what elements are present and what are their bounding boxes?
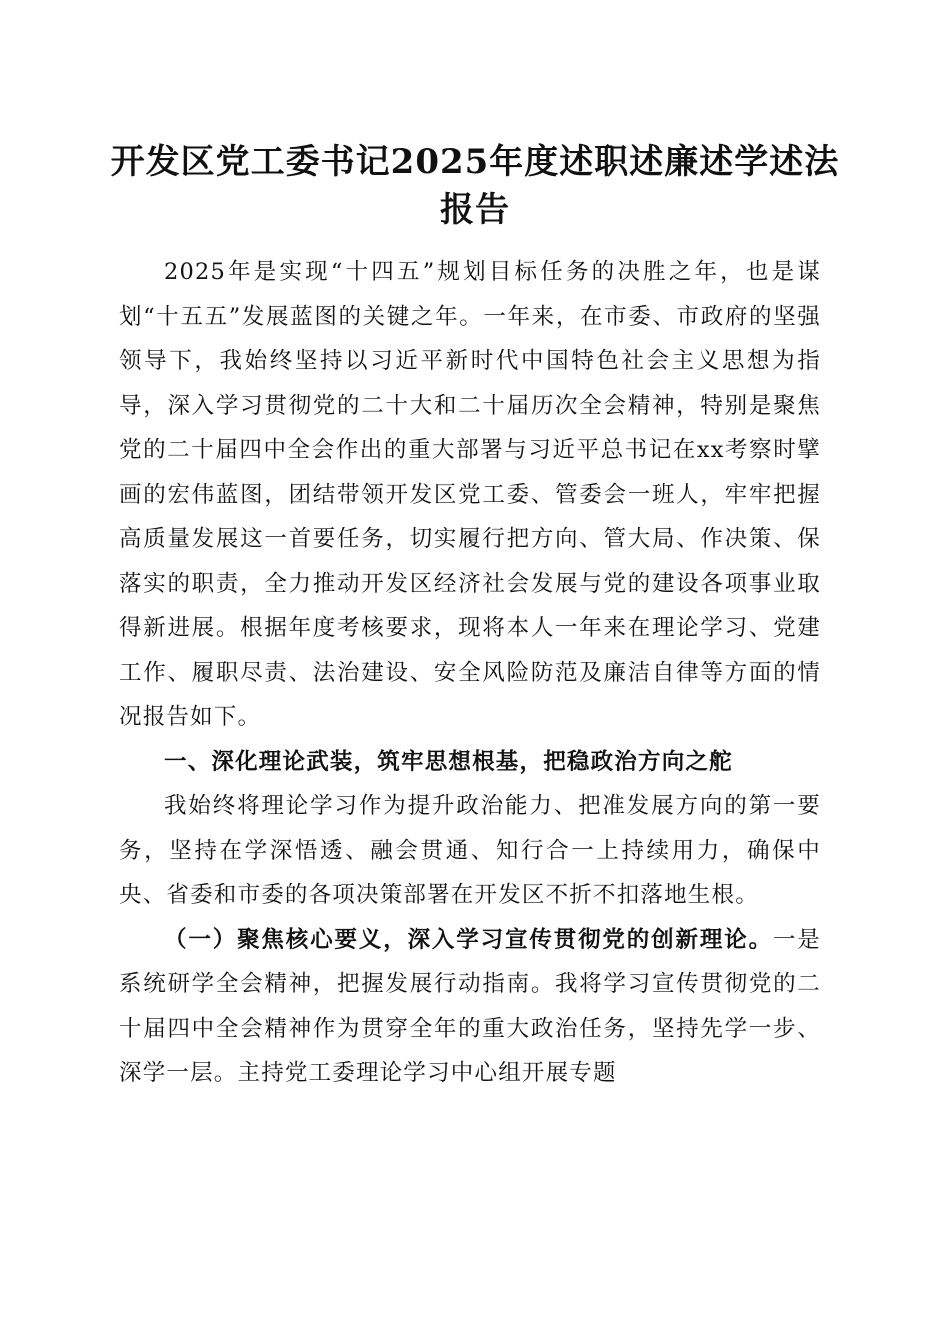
intro-paragraph: 2025年是实现“十四五”规划目标任务的决胜之年，也是谋划“十五五”发展蓝图的关键之年。一年来，在市委、市政府的坚强领导下，我始终坚持以习近平新时代中国特色社会主义思想为指导，深入学习贯彻党的二十大和二十届历次全会精神，特别是聚焦党的二十届四中全会作出的重大部署与习近平总书记在xx考察时擘画的宏伟蓝图，团结带领开发区党工委、管委会一班人，牢牢把握高质量发展这一首要任务，切实履行把方向、管大局、作决策、保落实的职责，全力推动开发区经济社会发展与党的建设各项事业取得新进展。根据年度考核要求，现将本人一年来在理论学习、党建工作、履职尽责、法治建设、安全风险防范及廉洁自律等方面的情况报告如下。 — [119, 259, 821, 730]
subsection-1-heading: （一）聚焦核心要义，深入学习宣传贯彻党的创新理论。 — [164, 926, 773, 953]
subsection-1-paragraph — [119, 918, 821, 1096]
section-1-intro-paragraph: 我始终将理论学习作为提升政治能力、把准发展方向的第一要务，坚持在学深悟透、融会贯通、知行合一上持续用力，确保中央、省委和市委的各项决策部署在开发区不折不扣落地生根。 — [119, 793, 821, 908]
subsection-1-text: 一是系统研学全会精神，把握发展行动指南。我将学习宣传贯彻党的二十届四中全会精神作为贯穿全年的重大政治任务，坚持先学一步、深学一层。主持党工委理论学习中心组开展专题 — [119, 926, 821, 1086]
document-title: 开发区党工委书记2025年度述职述廉述学述法报告 — [110, 142, 840, 230]
document-body — [119, 250, 821, 1096]
section-1-heading: 一、深化理论武装，筑牢思想根基，把稳政治方向之舵 — [164, 748, 733, 775]
